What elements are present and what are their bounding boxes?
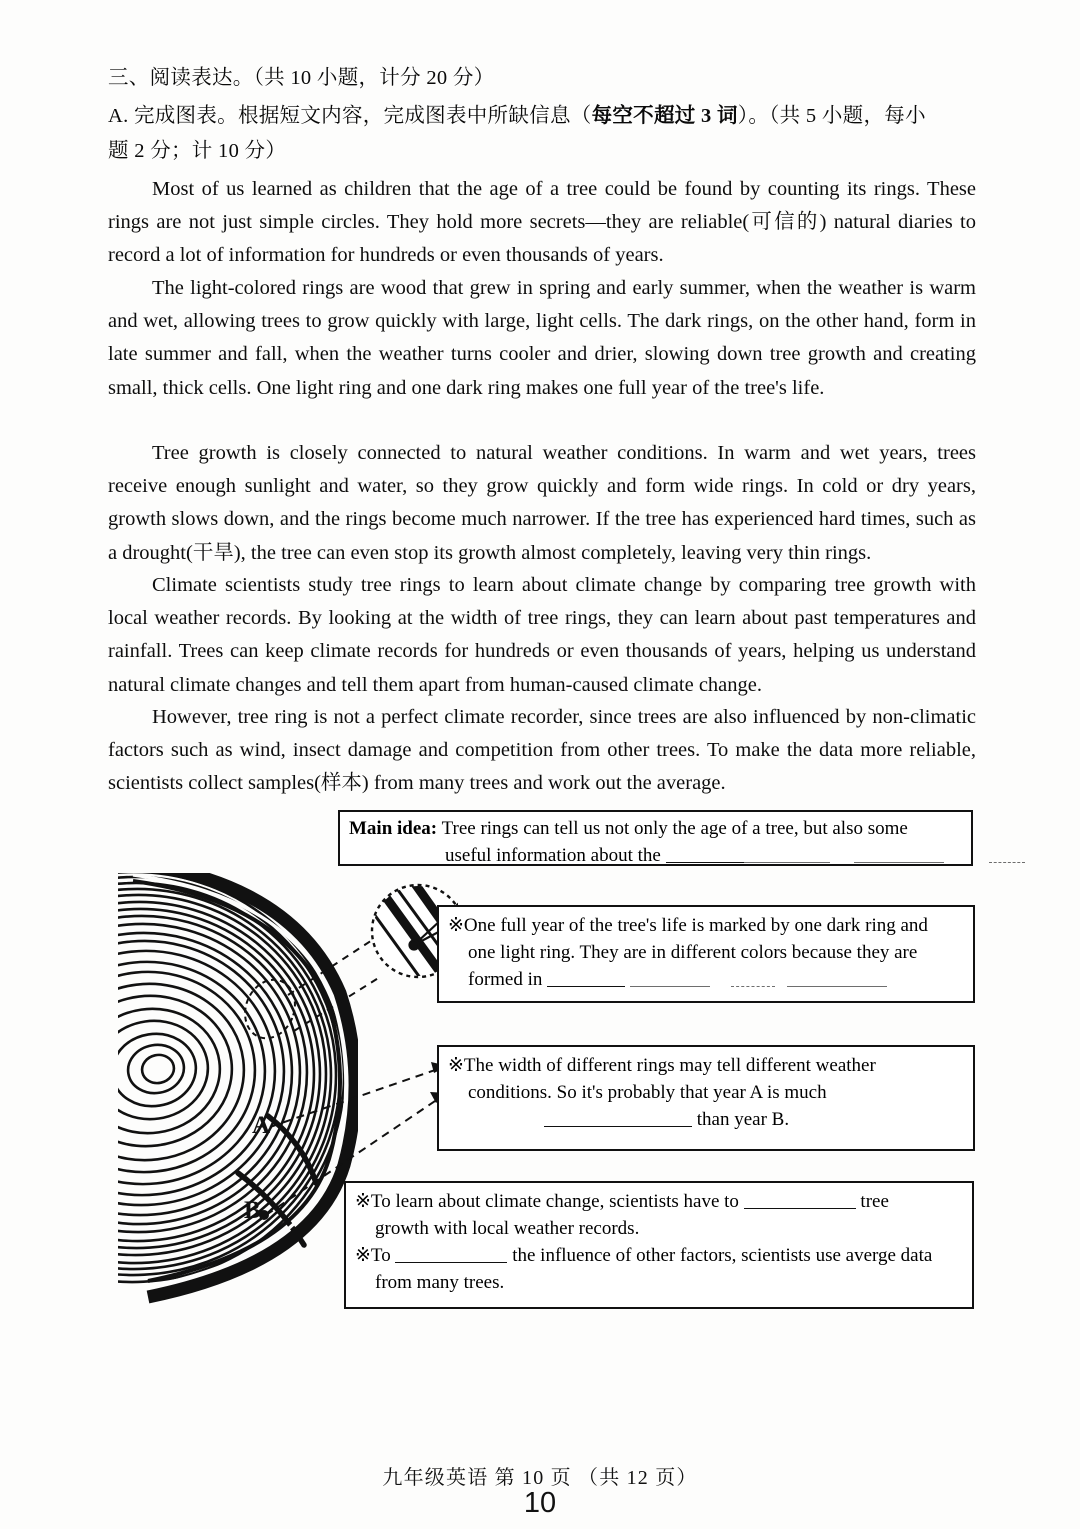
callout-3-text2a: To [370, 1245, 391, 1266]
answer-blank-5[interactable] [395, 1245, 507, 1263]
passage-paragraph-5: However, tree ring is not a perfect climate recorder, since trees are also influenced by non-climatic factors such as wind, insect damage and competition from other trees. To make the data more reliable, scientists collect samples(样本) from many trees and work out the average. [108, 706, 976, 795]
bullet-mark-icon: ※ [355, 1245, 371, 1266]
task-instruction-suffix: ）。（共 5 小题，每小 [737, 105, 926, 127]
passage-paragraph-4: Climate scientists study tree rings to learn about climate change by comparing tree growth with local weather records. By looking at the width of tree rings, they can learn about past temperatures and rainfall. Trees can keep climate records for hundreds or even thousands of years, helping us understand natural climate changes and tell them apart from human-caused climate change. [108, 574, 976, 696]
callout-box-rings [437, 905, 975, 1003]
bullet-mark-icon: ※ [355, 1191, 371, 1212]
callout-1-scan-artifact-3 [787, 971, 887, 987]
tree-ring-diagram [0, 795, 1080, 1340]
main-idea-scan-artifact-2 [989, 847, 1025, 863]
callout-3-text1b: tree [860, 1191, 889, 1212]
callout-3-item2-line2: from many trees. [375, 1272, 505, 1293]
callout-1-line2: one light ring. They are in different colors because they are [468, 942, 918, 963]
callout-1-text1: One full year of the tree's life is marked by one dark ring and [463, 915, 928, 936]
main-idea-line1: Tree rings can tell us not only the age of a tree, but also some [441, 818, 908, 839]
task-instruction-score: 题 2 分；计 10 分） [108, 140, 287, 162]
callout-2-text1: The width of different rings may tell different weather [463, 1055, 876, 1076]
callout-3-item1-line2: growth with local weather records. [375, 1218, 640, 1239]
passage-paragraph-2: The light-colored rings are wood that grew in spring and early summer, when the weather is warm and wet, allowing trees to grow quickly with large, light cells. The dark rings, on the other hand, form in late summer and fall, when the weather turns cooler and drier, slowing down tree growth and creating small, thick cells. One light ring and one dark ring makes one full year of the tree's life. [108, 277, 976, 399]
callout-2-line2: conditions. So it's probably that year A is much [468, 1082, 827, 1103]
main-idea-scan-artifact-1 [854, 847, 944, 863]
callout-box-scientists [344, 1181, 974, 1309]
answer-blank-4[interactable] [744, 1191, 856, 1209]
callout-1-text3: formed in [468, 969, 543, 990]
section-heading-text: 三、阅读表达。（共 10 小题，计分 20 分） [108, 67, 495, 89]
passage-paragraph-1: Most of us learned as children that the age of a tree could be found by counting its rings. These rings are not just simple circles. They hold more secrets—they are reliable(可信的) natural diaries to record a lot of information for hundreds or even thousands of years. [108, 178, 976, 267]
page-number: 10 [523, 1487, 557, 1519]
callout-3-text2b: the influence of other factors, scientists use averge data [512, 1245, 933, 1266]
callout-1-scan-artifact-1 [630, 971, 710, 987]
ring-label-b: B [244, 1197, 261, 1224]
answer-blank-2[interactable] [547, 969, 625, 987]
task-instruction-line1 [108, 99, 976, 134]
task-instruction-prefix: A. 完成图表。根据短文内容，完成图表中所缺信息（ [108, 105, 592, 127]
callout-2-line3 [448, 1106, 964, 1133]
callout-2-text3: than year B. [696, 1109, 790, 1130]
bullet-mark-icon: ※ [448, 1055, 464, 1076]
passage-paragraph-3: Tree growth is closely connected to natural weather conditions. In warm and wet years, trees receive enough sunlight and water, so they grow quickly and form wide rings. In cold or dry years, growth slows down, and the rings become much narrower. If the tree has experienced hard times, such as a drought(干旱), the tree can even stop its growth almost completely, leaving very thin rings. [108, 442, 976, 564]
answer-blank-1[interactable] [666, 845, 744, 863]
task-instruction-line2 [108, 134, 976, 169]
answer-blank-3[interactable] [544, 1109, 692, 1127]
section-heading [108, 61, 976, 96]
answer-blank-1-smudge [744, 847, 830, 863]
callout-1-scan-artifact-2 [731, 971, 775, 987]
callout-3-item2-line1 [355, 1242, 963, 1269]
callout-1-line1 [448, 912, 964, 939]
page-footer: 九年级英语 第 10 页 （共 12 页） [382, 1467, 698, 1489]
callout-1-line3 [448, 966, 964, 993]
main-idea-label: Main idea: [349, 818, 438, 839]
main-idea-box [338, 810, 973, 866]
callout-3-item1-line1 [355, 1188, 963, 1215]
bullet-mark-icon: ※ [448, 915, 464, 936]
main-idea-line2-prefix: useful information about the [445, 845, 661, 866]
task-instruction-emphasis: 每空不超过 3 词 [591, 105, 738, 127]
callout-3-text1a: To learn about climate change, scientists have to [370, 1191, 739, 1212]
callout-box-width [437, 1045, 975, 1151]
callout-2-line1 [448, 1052, 964, 1079]
ring-label-a: A [252, 1112, 271, 1139]
